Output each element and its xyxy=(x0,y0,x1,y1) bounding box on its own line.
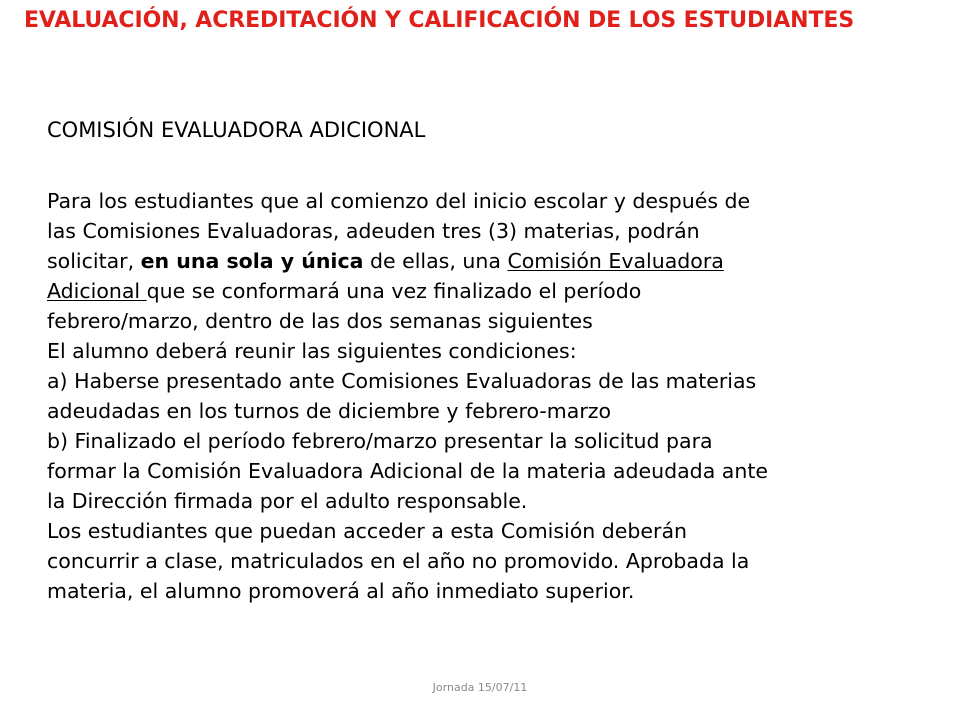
slide-title: EVALUACIÓN, ACREDITACIÓN Y CALIFICACIÓN DE LOS ESTUDIANTES xyxy=(24,8,855,33)
text-line: la Dirección firmada por el adulto responsable. xyxy=(47,489,528,513)
text-line xyxy=(47,246,952,276)
text-line: a) Haberse presentado ante Comisiones Evaluadoras de las materias xyxy=(47,369,757,393)
body-text xyxy=(47,186,952,606)
text-line: Para los estudiantes que al comienzo del inicio escolar y después de xyxy=(47,189,751,213)
text-line: Los estudiantes que puedan acceder a esta Comisión deberán xyxy=(47,519,688,543)
text-line: b) Finalizado el período febrero/marzo presentar la solicitud para xyxy=(47,429,713,453)
text-fragment: solicitar, xyxy=(47,249,141,273)
section-heading: COMISIÓN EVALUADORA ADICIONAL xyxy=(47,118,426,142)
text-line: concurrir a clase, matriculados en el año no promovido. Aprobada la xyxy=(47,549,750,573)
emphasis-text: en una sola y única xyxy=(140,249,364,273)
text-fragment: que se conformará una vez finalizado el período xyxy=(146,279,642,303)
text-fragment: de ellas, una xyxy=(363,249,508,273)
text-line: febrero/marzo, dentro de las dos semanas siguientes xyxy=(47,309,593,333)
underlined-term: Adicional xyxy=(47,279,147,303)
text-line xyxy=(47,276,952,306)
text-line: las Comisiones Evaluadoras, adeuden tres (3) materias, podrán xyxy=(47,219,700,243)
underlined-term: Comisión Evaluadora xyxy=(507,249,724,273)
text-line: El alumno deberá reunir las siguientes condiciones: xyxy=(47,339,577,363)
text-line: adeudadas en los turnos de diciembre y febrero-marzo xyxy=(47,399,612,423)
text-line: formar la Comisión Evaluadora Adicional de la materia adeudada ante xyxy=(47,459,768,483)
slide-footer: Jornada 15/07/11 xyxy=(432,681,528,694)
text-line: materia, el alumno promoverá al año inmediato superior. xyxy=(47,579,635,603)
